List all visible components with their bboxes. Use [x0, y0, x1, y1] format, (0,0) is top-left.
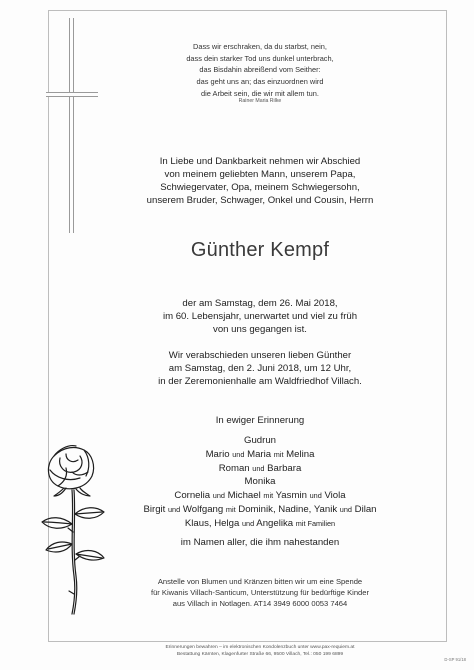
connector-word: und — [241, 518, 255, 528]
intro-line: Schwiegervater, Opa, meinem Schwiegersohn, — [160, 182, 360, 193]
funeral-line: am Samstag, den 2. Juni 2018, um 12 Uhr, — [168, 363, 352, 374]
funeral-line: in der Zeremonienhalle am Waldfriedhof Villach. — [158, 376, 362, 387]
connector-word: und — [168, 504, 181, 514]
family-member: Mario — [205, 448, 230, 460]
family-list — [100, 434, 420, 531]
family-member: Michael — [227, 490, 261, 502]
funeral-info — [100, 349, 420, 388]
death-info — [100, 297, 420, 336]
footer — [100, 644, 420, 658]
family-member: Maria — [247, 448, 272, 460]
family-member: Dilan — [354, 503, 377, 515]
family-row — [100, 489, 420, 503]
footer-line: Erinnerungen bewahren – im elektronischen Kondolenzbuch unter www.pax-requiem.at — [165, 645, 355, 650]
cross-icon — [69, 18, 74, 233]
family-member: Yasmin — [275, 490, 307, 502]
family-member: Klaus, Helga — [184, 517, 240, 529]
cross-crossbar — [46, 92, 98, 97]
death-info-line: der am Samstag, dem 26. Mai 2018, — [182, 298, 338, 309]
death-info-line: von uns gegangen ist. — [213, 324, 307, 335]
connector-word: mit Familien — [295, 518, 336, 528]
rose-icon — [32, 436, 112, 616]
poem-line: dass dein starker Tod uns dunkel unterbrach, — [186, 53, 334, 63]
family-member: Cornelia — [174, 490, 211, 502]
intro-text — [100, 155, 420, 207]
connector-word: und — [212, 491, 225, 501]
donation-note — [100, 576, 420, 609]
closing-line: im Namen aller, die ihm nahestanden — [180, 537, 340, 548]
family-member: Angelika — [256, 517, 294, 529]
death-info-line: im 60. Lebensjahr, unerwartet und viel zu früh — [162, 311, 358, 322]
family-member: Melina — [286, 448, 315, 460]
connector-word: mit — [273, 449, 284, 459]
connector-word: und — [252, 463, 265, 473]
family-row — [100, 517, 420, 531]
family-member: Barbara — [267, 462, 302, 474]
poem-author: Rainer Maria Rilke — [238, 98, 282, 104]
intro-line: unserem Bruder, Schwager, Onkel und Cousin, Herrn — [146, 195, 374, 206]
intro-line: In Liebe und Dankbarkeit nehmen wir Abschied — [159, 156, 361, 167]
family-member: Birgit — [143, 503, 166, 515]
connector-word: mit — [263, 491, 274, 501]
family-member: Wolfgang — [182, 503, 224, 515]
family-row: Gudrun — [244, 435, 276, 446]
family-row — [100, 462, 420, 476]
family-row — [100, 503, 420, 517]
donation-line: Anstelle von Blumen und Kränzen bitten wir um eine Spende — [157, 577, 363, 586]
connector-word: und — [232, 449, 245, 459]
family-row — [100, 448, 420, 462]
family-row: Monika — [244, 476, 276, 488]
connector-word: mit — [225, 504, 236, 514]
connector-word: und — [309, 491, 322, 501]
funeral-line: Wir verabschieden unseren lieben Günther — [168, 350, 352, 361]
poem-line: das Bisdahin abreißend vom Seither: — [199, 65, 321, 75]
memory-title: In ewiger Erinnerung — [215, 415, 305, 426]
poem-line: das geht uns an; das einzuordnen wird — [196, 77, 324, 87]
donation-line: aus Villach in Notlagen. AT14 3949 6000 0053 7464 — [172, 599, 348, 608]
deceased-name: Günther Kempf — [190, 239, 330, 261]
poem-line: Dass wir erschraken, da du starbst, nein, — [193, 42, 327, 51]
family-member: Dominik, Nadine, Yanik — [238, 503, 338, 515]
footer-line: Bestattung Kärnten, Klagenfurter Straße 66, 9500 Villach, Tel.: 050 199 6899 — [176, 652, 344, 657]
family-member: Viola — [324, 490, 346, 502]
poem — [100, 41, 420, 100]
intro-line: von meinem geliebten Mann, unserem Papa, — [164, 169, 356, 180]
print-code: D-SP 91/18 — [444, 657, 466, 662]
donation-line: für Kiwanis Villach-Santicum, Unterstützung für bedürftige Kinder — [150, 588, 370, 597]
connector-word: und — [339, 504, 352, 514]
poem-line: die Arbeit sein, die wir mit allem tun. — [201, 88, 319, 98]
family-member: Roman — [218, 462, 250, 474]
